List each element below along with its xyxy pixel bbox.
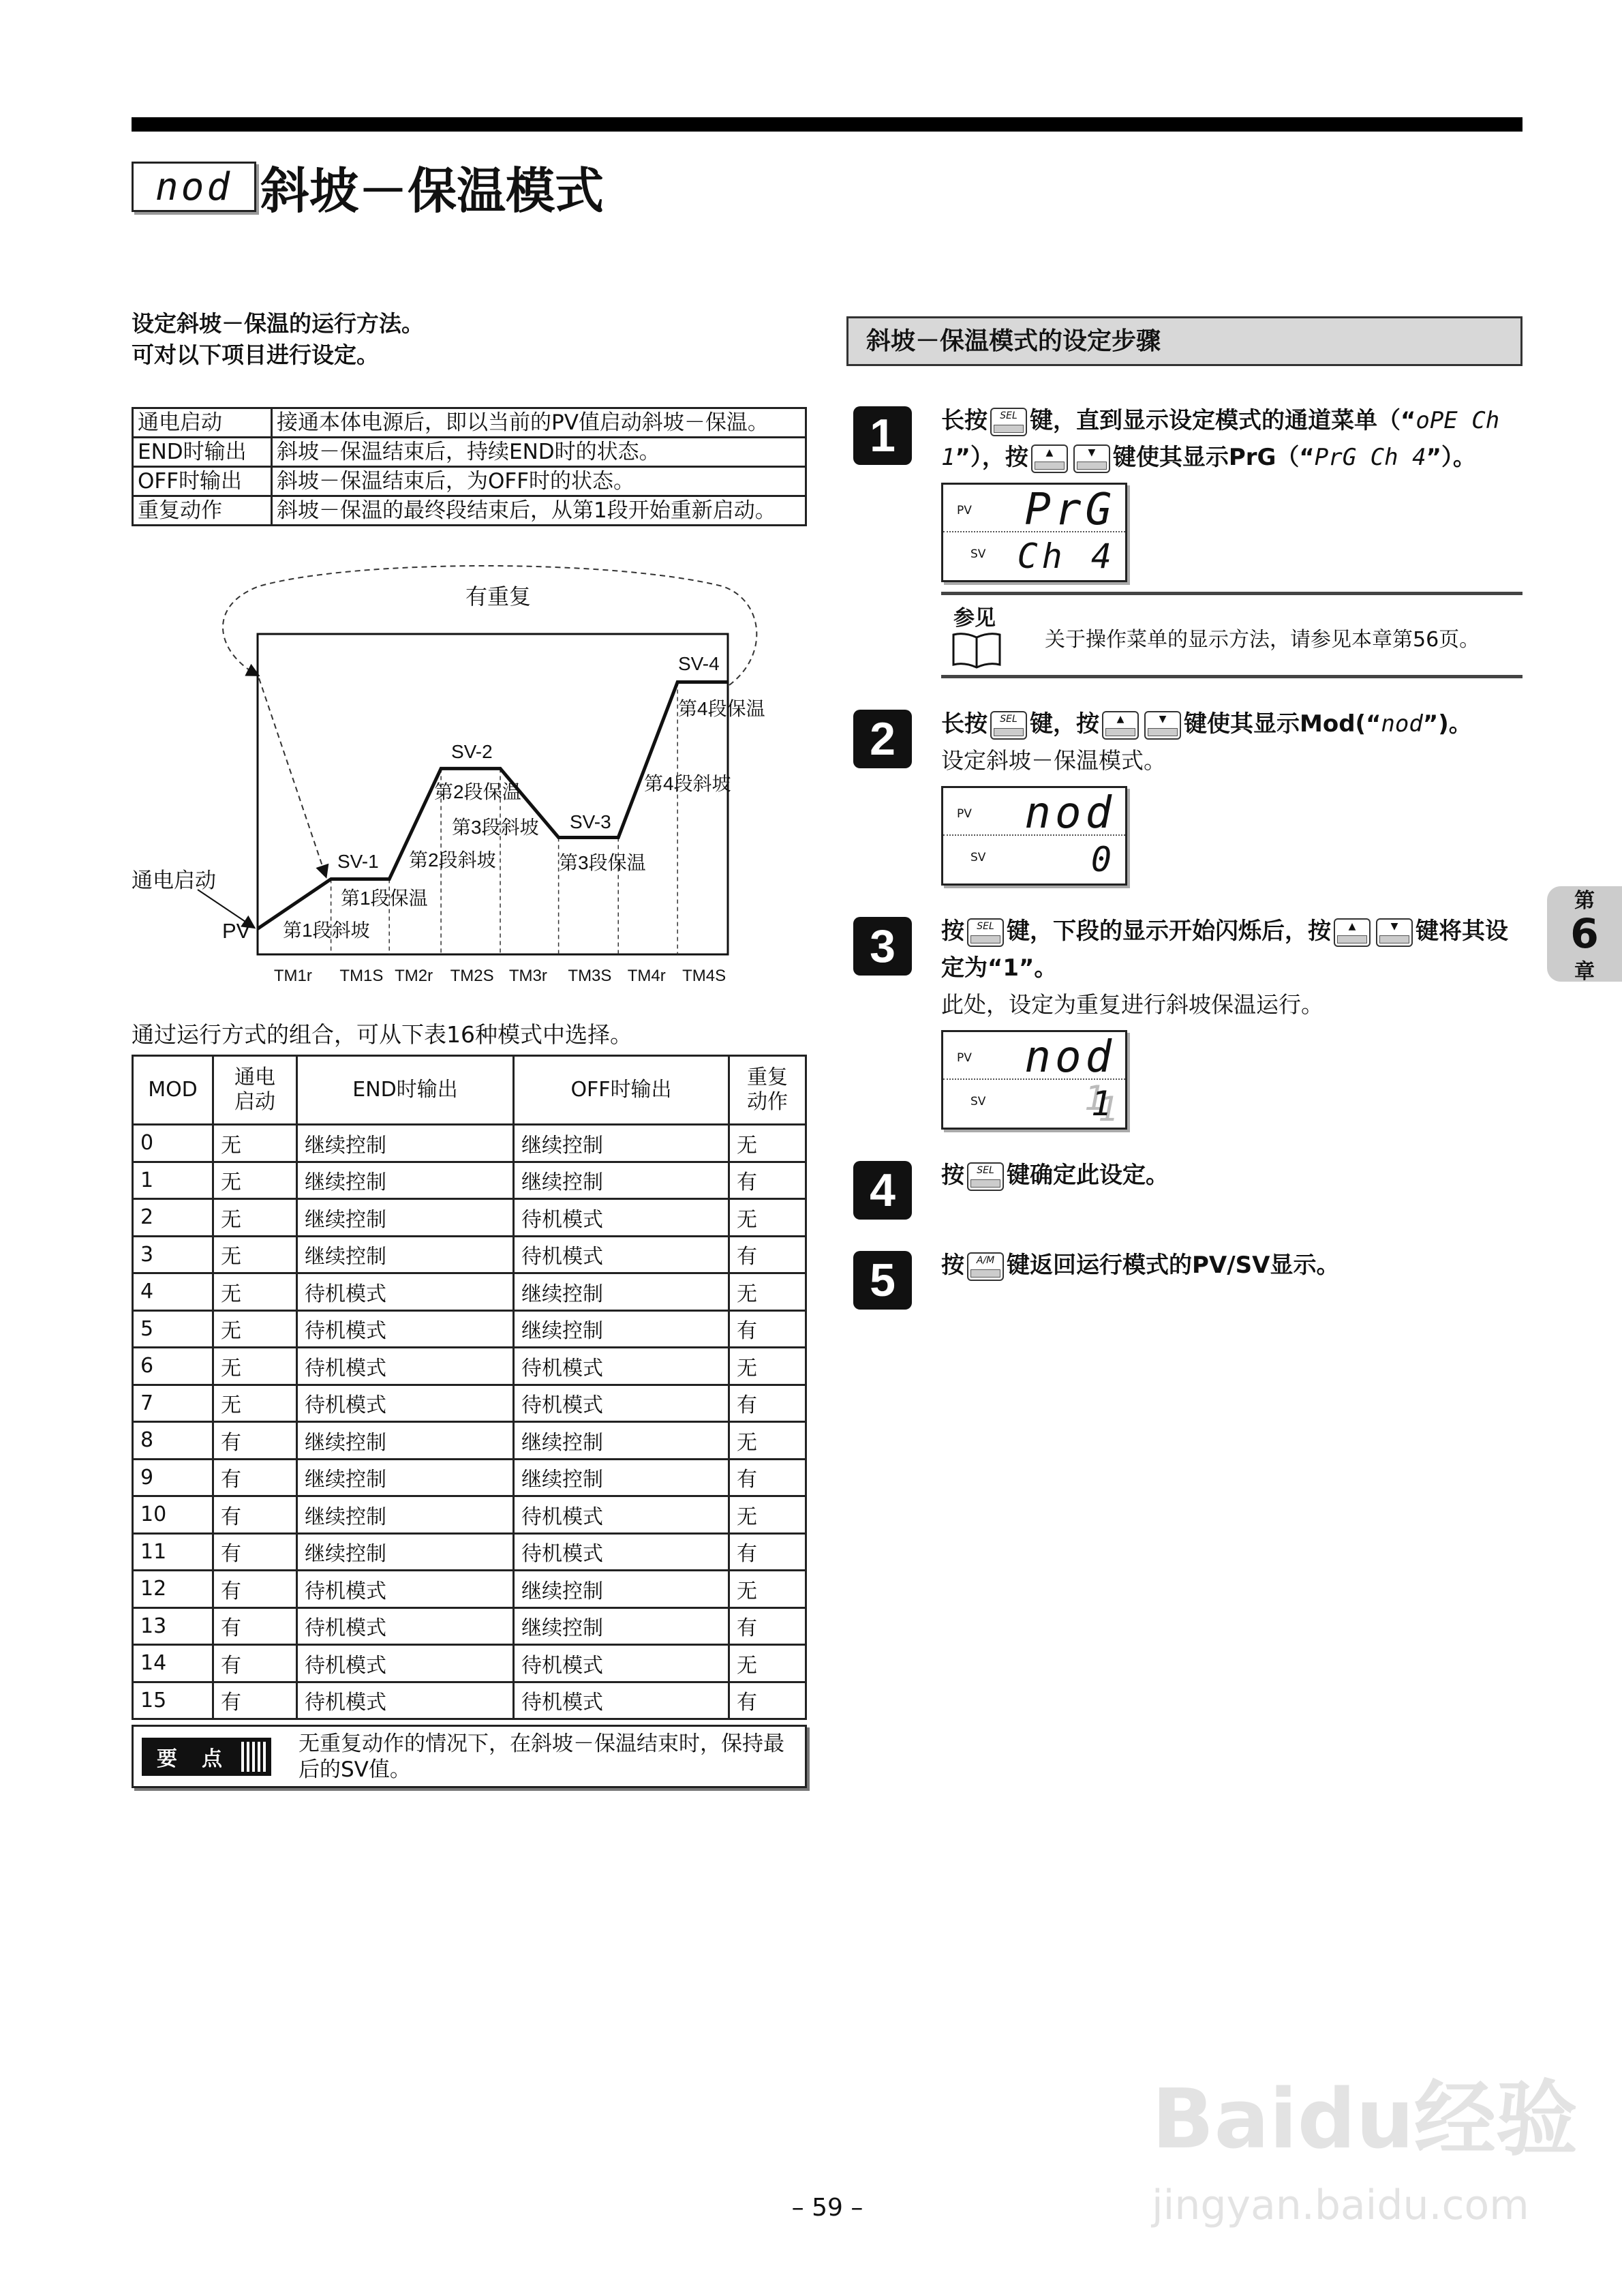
down-key-icon: ▼ <box>1144 711 1181 740</box>
segment-label: 第2段斜坡 <box>409 849 496 871</box>
x-tick-label: TM2r <box>395 967 433 985</box>
table-caption: 通过运行方式的组合，可从下表16种模式中选择。 <box>132 1021 632 1048</box>
col-header: 重复动作 <box>729 1056 806 1125</box>
table-cell: 0 <box>133 1125 213 1162</box>
step-text: 键使其显示PrG（“ <box>1112 444 1315 471</box>
lcd-display <box>941 786 1127 886</box>
table-cell: 无 <box>213 1273 297 1311</box>
table-cell: 待机模式 <box>297 1310 514 1348</box>
header-row <box>133 1056 806 1125</box>
reference-label: 参见 <box>953 606 996 631</box>
step-5 <box>853 1247 1522 1310</box>
table-cell: 继续控制 <box>297 1496 514 1534</box>
section-header: 斜坡－保温模式的设定步骤 <box>846 316 1522 366</box>
table-cell: 无 <box>729 1422 806 1460</box>
x-tick-label: TM2S <box>450 967 494 985</box>
sel-key-icon: SEL <box>967 918 1004 947</box>
table-row <box>133 1682 806 1719</box>
table-cell: 继续控制 <box>514 1310 729 1348</box>
tip-badge-char: 要 <box>157 1747 177 1771</box>
table-cell: 继续控制 <box>514 1607 729 1645</box>
level-label-pv: PV <box>222 919 251 943</box>
table-cell: 待机模式 <box>297 1385 514 1422</box>
x-tick-label: TM4r <box>627 967 666 985</box>
step-text: 键返回运行模式的PV/SV显示。 <box>1007 1252 1340 1279</box>
item-cell: 通电启动 <box>133 408 272 438</box>
power-on-label: 通电启动 <box>132 868 216 892</box>
book-icon <box>951 632 1003 669</box>
step-1 <box>853 402 1522 678</box>
table-cell: 无 <box>213 1125 297 1162</box>
table-cell: 待机模式 <box>514 1533 729 1571</box>
step-subtext: 设定斜坡－保温模式。 <box>941 747 1166 774</box>
item-cell: OFF时输出 <box>133 467 272 496</box>
desc-cell: 斜坡－保温结束后，为OFF时的状态。 <box>272 467 806 496</box>
lcd-display <box>941 483 1127 582</box>
table-cell: 有 <box>213 1607 297 1645</box>
seven-seg-text: oPE Ch 1 <box>941 407 1500 471</box>
tip-box <box>132 1725 807 1788</box>
step-text: 按 <box>941 918 964 945</box>
table-row <box>133 1385 806 1422</box>
table-cell: 3 <box>133 1236 213 1273</box>
step-text: 按 <box>941 1162 964 1189</box>
table-cell: 继续控制 <box>297 1459 514 1496</box>
up-key-icon: ▲ <box>1102 711 1139 740</box>
table-cell: 继续控制 <box>297 1533 514 1571</box>
sel-key-icon: SEL <box>990 408 1027 436</box>
table-cell: 有 <box>729 1310 806 1348</box>
table-cell: 无 <box>213 1199 297 1237</box>
up-key-icon: ▲ <box>1031 444 1068 473</box>
table-cell: 继续控制 <box>297 1199 514 1237</box>
table-cell: 有 <box>729 1459 806 1496</box>
table-cell: 10 <box>133 1496 213 1534</box>
table-cell: 1 <box>133 1162 213 1199</box>
table-cell: 6 <box>133 1348 213 1385</box>
mode-table <box>132 1055 807 1720</box>
table-cell: 有 <box>729 1385 806 1422</box>
segment-label: 第2段保温 <box>434 781 521 802</box>
step-number: 4 <box>853 1161 912 1220</box>
watermark-url: jingyan.baidu.com <box>1152 2181 1529 2229</box>
am-key-icon: A/M <box>967 1252 1004 1281</box>
level-label-sv1: SV-1 <box>337 851 379 872</box>
table-cell: 待机模式 <box>514 1496 729 1534</box>
table-cell: 无 <box>213 1310 297 1348</box>
watermark-logo: Baidu经验 <box>1152 2072 1578 2167</box>
table-row <box>133 1496 806 1534</box>
sel-key-icon: SEL <box>990 711 1027 740</box>
table-cell: 有 <box>729 1682 806 1719</box>
barcode-icon <box>241 1742 269 1772</box>
step-text: 长按 <box>941 710 988 738</box>
pv-label: PV <box>957 504 972 517</box>
table-cell: 7 <box>133 1385 213 1422</box>
table-row <box>133 1571 806 1608</box>
chapter-post: 章 <box>1574 960 1595 984</box>
table-cell: 待机模式 <box>514 1236 729 1273</box>
ramp-soak-profile <box>258 682 728 929</box>
down-key-icon: ▼ <box>1073 444 1110 473</box>
table-row <box>133 1607 806 1645</box>
step-number: 3 <box>853 917 912 976</box>
step-text: ”），按 <box>955 444 1028 471</box>
table-cell: 有 <box>213 1645 297 1682</box>
level-label-sv3: SV-3 <box>570 811 611 832</box>
item-cell: END时输出 <box>133 438 272 467</box>
chapter-tab <box>1547 886 1622 982</box>
table-cell: 无 <box>213 1162 297 1199</box>
table-row <box>133 1199 806 1237</box>
table-cell: 无 <box>729 1645 806 1682</box>
sv-value-blinking: 1 <box>1090 1084 1116 1123</box>
x-tick-label: TM1S <box>339 967 384 985</box>
table-cell: 有 <box>729 1607 806 1645</box>
x-tick-label: TM3r <box>508 967 547 985</box>
table-row <box>133 1236 806 1273</box>
x-tick-label: TM4S <box>682 967 726 985</box>
table-cell: 继续控制 <box>514 1125 729 1162</box>
table-cell: 待机模式 <box>514 1199 729 1237</box>
step-text: ”）。 <box>1426 444 1476 471</box>
table-cell: 5 <box>133 1310 213 1348</box>
x-tick-label: TM3S <box>568 967 612 985</box>
step-text: 键，按 <box>1030 710 1099 738</box>
step-4-text <box>941 1157 1522 1194</box>
chapter-number: 6 <box>1570 910 1599 958</box>
table-cell: 无 <box>213 1385 297 1422</box>
step-text: 键，直到显示设定模式的通道菜单（“ <box>1030 407 1416 434</box>
table-cell: 待机模式 <box>514 1682 729 1719</box>
pv-value: nod <box>1024 788 1116 839</box>
step-text: 键确定此设定。 <box>1007 1162 1169 1189</box>
sv-label: SV <box>970 547 986 561</box>
desc-cell: 斜坡－保温结束后，持续END时的状态。 <box>272 438 806 467</box>
level-label-sv4: SV-4 <box>678 653 720 674</box>
reference-text: 关于操作菜单的显示方法，请参见本章第56页。 <box>1045 628 1480 652</box>
pv-value: PrG <box>1024 485 1116 535</box>
table-cell: 继续控制 <box>514 1162 729 1199</box>
segment-label: 第1段斜坡 <box>283 920 370 941</box>
table-row <box>133 1348 806 1385</box>
col-header: 通电启动 <box>213 1056 297 1125</box>
table-cell: 2 <box>133 1199 213 1237</box>
step-subtext: 此处，设定为重复进行斜坡保温运行。 <box>941 991 1323 1018</box>
step-2-text <box>941 706 1522 779</box>
table-cell: 无 <box>729 1348 806 1385</box>
table-cell: 15 <box>133 1682 213 1719</box>
table-cell: 继续控制 <box>297 1162 514 1199</box>
table-cell: 继续控制 <box>514 1422 729 1460</box>
sv-label: SV <box>970 1095 986 1108</box>
tip-badge <box>142 1738 271 1776</box>
sel-key-icon: SEL <box>967 1162 1004 1191</box>
table-cell: 待机模式 <box>297 1348 514 1385</box>
table-cell: 无 <box>729 1199 806 1237</box>
table-cell: 无 <box>729 1273 806 1311</box>
table-row <box>133 1645 806 1682</box>
table-cell: 有 <box>213 1422 297 1460</box>
table-cell: 有 <box>213 1682 297 1719</box>
col-header: MOD <box>133 1056 213 1125</box>
table-cell: 待机模式 <box>297 1645 514 1682</box>
table-cell: 继续控制 <box>297 1236 514 1273</box>
chapter-pre: 第 <box>1574 889 1595 913</box>
step-text: 键，下段的显示开始闪烁后，按 <box>1007 918 1331 945</box>
repeat-return-arrow <box>259 678 326 876</box>
table-cell: 有 <box>213 1571 297 1608</box>
table-cell: 12 <box>133 1571 213 1608</box>
segment-label: 第1段保温 <box>341 888 428 909</box>
table-row <box>133 1533 806 1571</box>
lcd-display <box>941 1030 1127 1130</box>
table-cell: 13 <box>133 1607 213 1645</box>
desc-cell: 斜坡－保温的最终段结束后，从第1段开始重新启动。 <box>272 496 806 526</box>
table-cell: 无 <box>213 1348 297 1385</box>
intro-line: 设定斜坡－保温的运行方法。 <box>132 310 424 337</box>
table-cell: 无 <box>729 1571 806 1608</box>
step-number: 5 <box>853 1251 912 1310</box>
sv-label: SV <box>970 851 986 864</box>
table-cell: 有 <box>213 1533 297 1571</box>
step-2 <box>853 706 1522 886</box>
step-text: 键将其设定为“1”。 <box>941 918 1508 982</box>
step-text: ”)。 <box>1422 710 1472 738</box>
segment-label: 第4段保温 <box>678 698 765 719</box>
sv-value: Ch 4 <box>1017 537 1116 576</box>
repeat-label: 有重复 <box>465 584 532 609</box>
x-tick-label: TM1r <box>273 967 312 985</box>
table-cell: 继续控制 <box>514 1273 729 1311</box>
step-text: 按 <box>941 1252 964 1279</box>
seven-seg-text: PrG Ch 4 <box>1314 444 1426 471</box>
page-number: – 59 – <box>791 2194 863 2222</box>
table-cell: 有 <box>729 1162 806 1199</box>
table-cell: 继续控制 <box>297 1125 514 1162</box>
table-row <box>133 1459 806 1496</box>
up-key-icon: ▲ <box>1334 918 1371 947</box>
pv-label: PV <box>957 807 972 821</box>
table-cell: 无 <box>729 1125 806 1162</box>
table-cell: 9 <box>133 1459 213 1496</box>
table-cell: 继续控制 <box>514 1459 729 1496</box>
step-number: 1 <box>853 406 912 465</box>
table-cell: 待机模式 <box>297 1682 514 1719</box>
table-cell: 待机模式 <box>514 1645 729 1682</box>
table-cell: 有 <box>729 1236 806 1273</box>
table-cell: 有 <box>729 1533 806 1571</box>
segment-label: 第3段保温 <box>559 852 646 873</box>
step-number: 2 <box>853 710 912 768</box>
intro-line: 可对以下项目进行设定。 <box>132 342 379 368</box>
page-title-text: 斜坡－保温模式 <box>260 162 605 220</box>
table-row <box>133 1422 806 1460</box>
reference-box <box>941 592 1522 678</box>
table-cell: 无 <box>729 1496 806 1534</box>
segment-label: 第4段斜坡 <box>644 773 731 794</box>
pv-label: PV <box>957 1051 972 1065</box>
table-cell: 待机模式 <box>514 1348 729 1385</box>
segment-label: 第3段斜坡 <box>452 817 539 838</box>
tip-badge-char: 点 <box>202 1747 222 1771</box>
table-row <box>133 1125 806 1162</box>
step-1-text <box>941 402 1522 476</box>
step-4 <box>853 1157 1522 1220</box>
seven-seg-text: nod <box>1381 710 1423 738</box>
table-cell: 待机模式 <box>297 1273 514 1311</box>
tip-text: 无重复动作的情况下，在斜坡－保温结束时，保持最后的SV值。 <box>299 1731 784 1782</box>
desc-cell: 接通本体电源后，即以当前的PV值启动斜坡－保温。 <box>272 408 806 438</box>
step-3 <box>853 913 1522 1130</box>
table-cell: 11 <box>133 1533 213 1571</box>
mode-code-display: nod <box>132 162 256 212</box>
table-row <box>133 1162 806 1199</box>
table-cell: 无 <box>213 1236 297 1273</box>
table-cell: 有 <box>213 1496 297 1534</box>
sv-value: 0 <box>1090 840 1116 879</box>
step-5-text <box>941 1247 1522 1284</box>
step-text: 键使其显示Mod(“ <box>1184 710 1381 738</box>
down-key-icon: ▼ <box>1376 918 1413 947</box>
table-row <box>133 1273 806 1311</box>
table-row <box>133 1310 806 1348</box>
level-label-sv2: SV-2 <box>451 741 493 762</box>
table-cell: 14 <box>133 1645 213 1682</box>
table-cell: 待机模式 <box>297 1607 514 1645</box>
table-cell: 待机模式 <box>514 1385 729 1422</box>
table-cell: 继续控制 <box>297 1422 514 1460</box>
table-cell: 4 <box>133 1273 213 1311</box>
item-cell: 重复动作 <box>133 496 272 526</box>
pv-value: nod <box>1024 1032 1116 1083</box>
col-header: OFF时输出 <box>514 1056 729 1125</box>
step-3-text <box>941 913 1522 1023</box>
table-cell: 待机模式 <box>297 1571 514 1608</box>
table-cell: 继续控制 <box>514 1571 729 1608</box>
col-header: END时输出 <box>297 1056 514 1125</box>
step-text: 长按 <box>941 407 988 434</box>
table-cell: 8 <box>133 1422 213 1460</box>
steps-column <box>853 402 1522 1310</box>
table-cell: 有 <box>213 1459 297 1496</box>
